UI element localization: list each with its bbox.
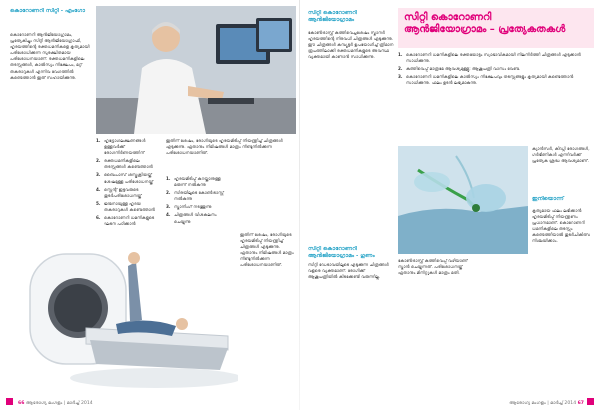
left-col3-paragraph: ഇതിന് ശേഷം, രോഗിയുടെ ഹൃദയമിടിപ്പ് നിയന്ത്രിച്ച് ചിത്രങ്ങൾ എടുക്കുന്നു. ഏതാനും നിമിഷങ്ങൾ മാത്രം നീണ്ടുനിൽക്കുന്ന പരിശോധനയാണിത്. [166, 138, 283, 156]
left-footer-text: ആരോഗ്യ മംഗളം | മാർച്ച് 2014 [25, 401, 93, 406]
left-topic-heading: കൊറോണറി സിറ്റി - എംഗോ [10, 8, 86, 14]
left-col3-list [166, 176, 230, 225]
right-page-number: 67 [577, 401, 584, 406]
list-item: 6. കൊറോണറി ധമനികളുടെ ഘടന പഠിക്കാൻ [96, 215, 155, 227]
right-col1-paragraph: കോൺട്രാസ്റ്റ് കുത്തിവെച്ചശേഷം സ്കാനർ ഹൃദയത്തിന്റെ നിരവധി ചിത്രങ്ങൾ എടുക്കുന്നു. ഈ ചിത്രങ്ങൾ കമ്പ്യൂട്ടർ ഉപയോഗിച്ച് ത്രിമാന രൂപത്തിലാക്കി രക്തധമനികളുടെ അവസ്ഥ വ്യക്തമായി കാണാൻ സാധിക്കുന്നു. [308, 30, 394, 60]
features-list-block [398, 52, 594, 142]
list-item: 4. ചിത്രങ്ങൾ വിശകലനം ചെയ്യുന്നു [166, 212, 217, 224]
right-subhead-2: സിറ്റി കൊറോണറി ആൻജിയോഗ്രാമം - ഗുണം [308, 246, 375, 259]
doctor-monitor-photo [96, 6, 296, 134]
left-col3-paragraph-repeat: ഇതിന് ശേഷം, രോഗിയുടെ ഹൃദയമിടിപ്പ് നിയന്ത്രിച്ച് ചിത്രങ്ങൾ എടുക്കുന്നു. ഏതാനും നിമിഷങ്ങൾ മാത്രം നീണ്ടുനിൽക്കുന്ന പരിശോധനയാണിത്. [240, 232, 294, 268]
article-title-line1: സിറ്റി കൊറോണറി [404, 12, 492, 23]
right-footer [509, 400, 584, 406]
right-subhead-3: ഇനിയൊന്ന് [532, 196, 564, 202]
list-item: 1. കൊറോണറി ധമനികളിലെ രക്തയോട്ടം സ്വാഭാവികമായി നിലനിർത്തി ചിത്രങ്ങൾ എടുക്കാൻ സാധിക്കുന്നു. [398, 52, 581, 64]
list-item: 3. ബൈപാസ് ശസ്ത്രക്രിയയ്ക്ക് ശേഷമുള്ള പരിശോധനയ്ക്ക് [96, 172, 154, 184]
right-footer-text: ആരോഗ്യ മംഗളം | മാർച്ച് 2014 [509, 401, 577, 406]
left-col1-paragraph: കൊറോണറി ആൻജിയോഗ്രാമം, പ്രത്യേകിച്ചും സിറ്റി ആൻജിയോഗ്രാഫി, ഹൃദയത്തിന്റെ രക്തധമനികളെ കൃത്യമായി പരിശോധിക്കുന്ന സുരക്ഷിതമായ പരിശോധനയാണ്. രക്തധമനികളിലെ തടസ്സങ്ങൾ, കാൽസ്യം നിക്ഷേപം, മറ്റ് തകരാറുകൾ എന്നിവ വേഗത്തിൽ കണ്ടെത്താൻ ഇത് സഹായിക്കുന്നു. [10, 32, 90, 80]
left-page-number: 66 [18, 401, 25, 406]
list-item: 5. ജന്മനായുള്ള ഹൃദയ തകരാറുകൾ കണ്ടെത്താൻ [96, 200, 156, 212]
ct-scanner-photo [6, 232, 238, 392]
list-item: 1. ഹൃദയമിടിപ്പ് കുറയ്ക്കാനുള്ള മരുന്ന് നൽകുന്നു [166, 176, 221, 188]
list-item: 2. രക്തധമനികളിലെ തടസ്സങ്ങൾ കണ്ടെത്താൻ [96, 158, 153, 170]
catheter-procedure-illustration [398, 146, 528, 254]
list-item: 3. സ്കാനിംഗ് നടത്തുന്നു [166, 204, 212, 210]
right-col1-paragraph-b: സിറ്റി ഡേടാവയിലൂടെ എടുക്കുന്ന ചിത്രങ്ങൾ വളരെ വ്യക്തമാണ്. രോഗിക്ക് ആശുപത്രിയിൽ കിടക്കേണ്ടി വരുന്നില്ല. [308, 262, 389, 280]
right-col3-paragraph: കൃത്യമായ ഫലം ലഭിക്കാൻ ഹൃദയമിടിപ്പ് നിയന്ത്രണം പ്രധാനമാണ്. കൊറോണറി ധമനികളിലെ തടസ്സം കണ്ടെത്തിയാൽ തുടർചികിത്സ നിശ്ചയിക്കാം. [532, 208, 591, 244]
right-col3-caption: ക്യാൻസർ, കിഡ്നി രോഗങ്ങൾ, ഗർഭിണികൾ എന്നിവർക്ക് പ്രത്യേക ശ്രദ്ധ ആവശ്യമാണ്. [532, 146, 590, 164]
list-item: 2. കുത്തിവെപ്പ് മാത്രമേ ആവശ്യമുള്ളൂ; ആശുപത്രി വാസം വേണ്ട. [398, 66, 521, 72]
features-list [398, 52, 594, 86]
list-item: 4. സ്റ്റെന്റ് ഇട്ടവരുടെ തുടർപരിശോധനയ്ക്ക് [96, 186, 142, 198]
list-item: 2. സിരയിലൂടെ കോൺട്രാസ്റ്റ് നൽകുന്നു [166, 190, 224, 202]
right-subhead-1: സിറ്റി കൊറോണറി ആൻജിയോഗ്രാമം [308, 10, 357, 23]
left-footer [18, 400, 93, 406]
article-title-block [398, 8, 594, 48]
ct-scanner-illustration [6, 232, 238, 392]
article-title-line2: ആൻജിയോഗ്രാമം – പ്രത്യേകതകൾ [404, 24, 566, 35]
right-subhead-2-block [308, 246, 394, 260]
left-col2-list [96, 138, 158, 227]
left-col3-continued [240, 232, 296, 382]
right-col2-paragraph: കോൺട്രാസ്റ്റ് കുത്തിവെപ്പ് വഴിയാണ് സ്കാൻ ചെയ്യുന്നത്. പരിശോധനയ്ക്ക് ഏതാനും മിനിറ്റുകൾ മാത്രം മതി. [398, 258, 468, 276]
list-item: 3. കൊറോണറി ധമനികളിലെ കാൽസ്യം നിക്ഷേപവും തടസ്സങ്ങളും കൃത്യമായി കണ്ടെത്താൻ സാധിക്കുന്നു. ഫലം ഉടൻ ലഭ്യമാകുന്നു. [398, 74, 574, 86]
left-topic-heading-block [10, 8, 90, 15]
right-page-marker [587, 398, 594, 405]
left-page-marker [6, 398, 13, 405]
doctor-monitor-illustration [96, 6, 296, 134]
right-page [300, 0, 600, 410]
right-subhead-3-block [532, 196, 596, 203]
catheter-procedure-photo [398, 146, 528, 254]
list-item: 1. ഹൃദ്രോഗലക്ഷണങ്ങൾ ഉള്ളവർക്ക് രോഗനിർണയത്തിന് [96, 138, 146, 156]
right-subhead-1-block [308, 10, 394, 24]
